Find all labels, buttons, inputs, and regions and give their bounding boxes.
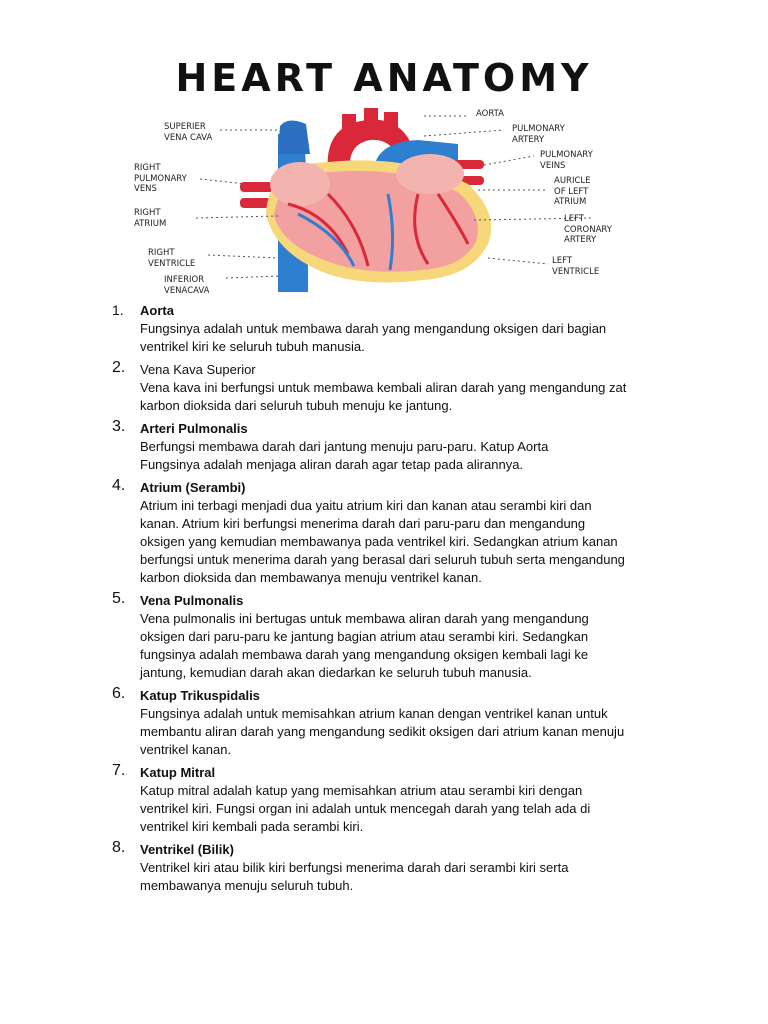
item-title: Arteri Pulmonalis	[140, 421, 248, 436]
list-item	[112, 359, 682, 415]
item-description: Ventrikel kiri atau bilik kiri berfungsi menerima darah dari serambi kiri serta membawanya menuju seluruh tubuh.	[140, 860, 569, 893]
label-inferior-venacava: INFERIOR VENACAVA	[164, 275, 210, 296]
item-title: Vena Kava Superior	[140, 362, 256, 377]
label-right-ventricle: RIGHT VENTRICLE	[148, 248, 196, 269]
item-number: 2.	[112, 359, 126, 376]
item-description: Vena pulmonalis ini bertugas untuk membawa aliran darah yang mengandung oksigen dari paru-paru ke jantung bagian atrium atau serambi kiri. Sedangkan fungsinya adalah membawa darah yang mengandung oksigen kembali lagi ke jantung, kemudian darah akan diedarkan ke seluruh tubuh manusia.	[140, 611, 589, 680]
label-right-atrium: RIGHT ATRIUM	[134, 208, 167, 229]
heart-anatomy-figure	[128, 44, 640, 296]
label-pulmonary-veins: PULMONARY VEINS	[540, 150, 593, 171]
label-aorta: AORTA	[476, 109, 504, 119]
item-description: Atrium ini terbagi menjadi dua yaitu atrium kiri dan kanan atau serambi kiri dan kanan. Atrium kiri berfungsi menerima darah dari paru-paru dan mengandung oksigen yang kemudian membawanya pada ventrikel kiri. Sedangkan atrium kanan berfungsi untuk menerima darah yang berasal dari seluruh tubuh serta mengandung karbon dioksida dan membawanya menuju ventrikel kanan.	[140, 498, 625, 585]
item-number: 7.	[112, 762, 126, 779]
item-description: Vena kava ini berfungsi untuk membawa kembali aliran darah yang mengandung zat karbon dioksida dari seluruh tubuh menuju ke jantung.	[140, 380, 627, 413]
list-item	[112, 477, 682, 587]
list-item	[112, 685, 682, 759]
label-auricle-left-atrium: AURICLE OF LEFT ATRIUM	[554, 176, 591, 207]
list-item	[112, 300, 682, 356]
item-number: 5.	[112, 590, 126, 607]
item-title: Katup Mitral	[140, 765, 216, 780]
list-item	[112, 590, 682, 682]
list-item	[112, 418, 682, 474]
label-right-pulmonary-vens: RIGHT PULMONARY VENS	[134, 163, 187, 194]
item-title: Ventrikel (Bilik)	[140, 842, 234, 857]
item-number: 4.	[112, 477, 126, 494]
item-title: Atrium (Serambi)	[140, 480, 246, 495]
list-item	[112, 762, 682, 836]
label-pulmonary-artery: PULMONARY ARTERY	[512, 124, 565, 145]
item-description: Berfungsi membawa darah dari jantung menuju paru-paru. Katup Aorta Fungsinya adalah menjaga aliran darah agar tetap pada alirannya.	[140, 439, 549, 472]
item-number: 6.	[112, 685, 126, 702]
label-left-coronary-artery: LEFT CORONARY ARTERY	[564, 214, 612, 245]
item-description: Fungsinya adalah untuk membawa darah yang mengandung oksigen dari bagian ventrikel kiri ke seluruh tubuh manusia.	[140, 321, 607, 354]
label-superior-vena-cava: SUPERIER VENA CAVA	[164, 122, 213, 143]
item-number: 8.	[112, 839, 126, 856]
list-item	[112, 839, 682, 895]
anatomy-list	[112, 300, 682, 898]
item-title: Katup Trikuspidalis	[140, 688, 260, 703]
label-left-ventricle: LEFT VENTRICLE	[552, 256, 600, 277]
item-description: Katup mitral adalah katup yang memisahkan atrium atau serambi kiri dengan ventrikel kiri. Fungsi organ ini adalah untuk mencegah darah yang telah ada di ventrikel kiri kembali pada serambi kiri.	[140, 783, 591, 834]
item-number: 3.	[112, 418, 126, 435]
figure-title: HEART ANATOMY	[175, 56, 593, 100]
item-title: Vena Pulmonalis	[140, 593, 244, 608]
item-number: 1.	[112, 302, 124, 318]
item-title: Aorta	[140, 303, 174, 318]
item-description: Fungsinya adalah untuk memisahkan atrium kanan dengan ventrikel kanan untuk membantu aliran darah yang mengandung sedikit oksigen dari atrium kanan menuju ventrikel kanan.	[140, 706, 625, 757]
